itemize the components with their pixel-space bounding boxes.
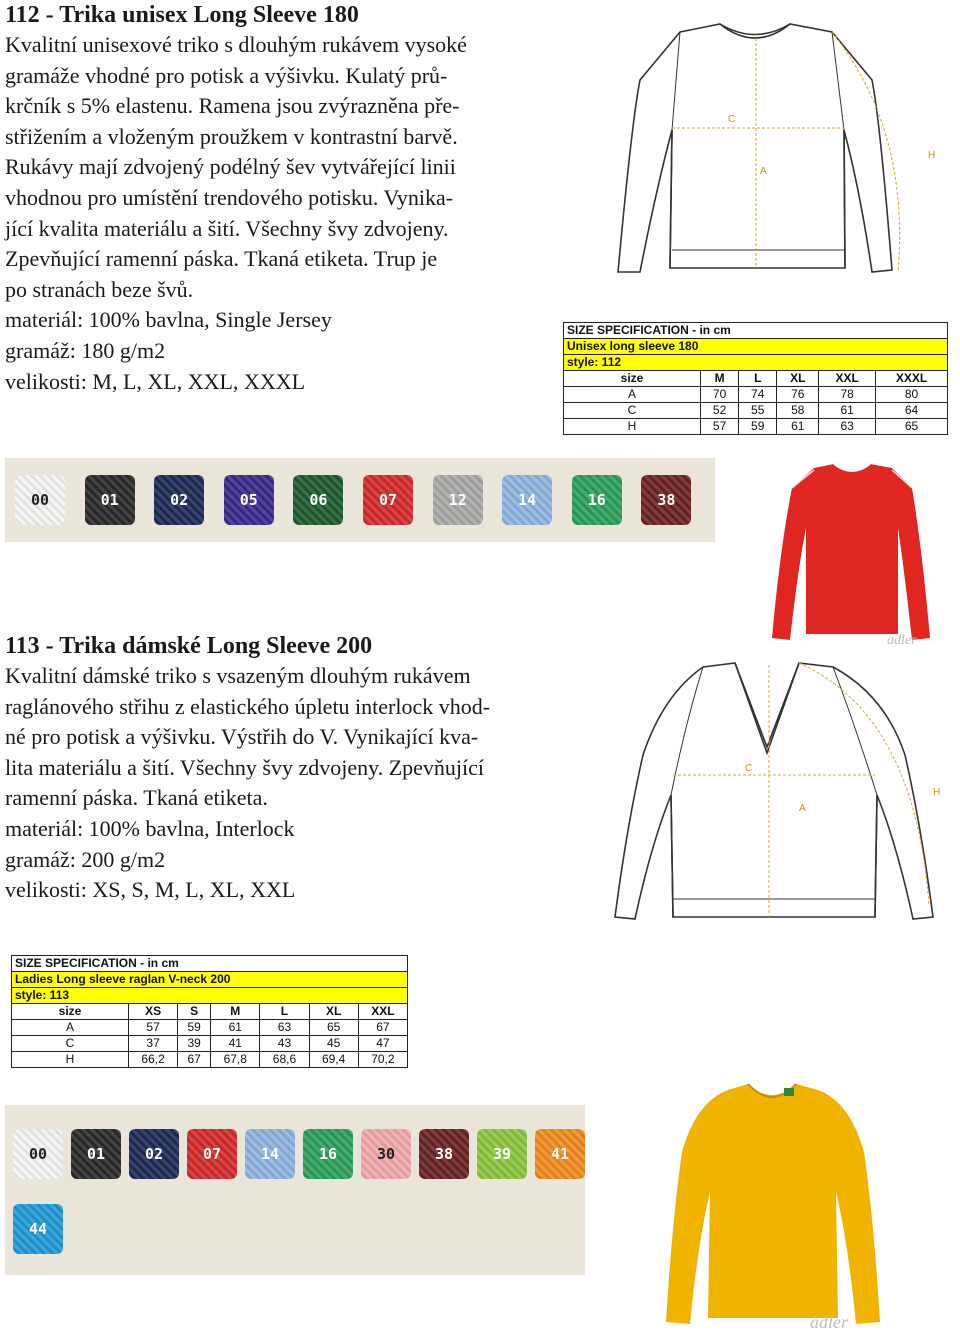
cell: 68,6 bbox=[260, 1052, 309, 1068]
cell: C bbox=[564, 403, 701, 419]
drawing-label-h: H bbox=[933, 787, 941, 798]
product-113-text bbox=[5, 631, 557, 906]
label-tag bbox=[784, 1088, 794, 1096]
header-cell: XXL bbox=[819, 371, 876, 387]
description-line: Kvalitní unisexové triko s dlouhým rukávem vysoké bbox=[5, 32, 467, 57]
cell: 61 bbox=[819, 403, 876, 419]
cell: 47 bbox=[358, 1036, 407, 1052]
cell: A bbox=[12, 1020, 129, 1036]
description-line: střižením a vloženým proužkem v kontrastní barvě. bbox=[5, 123, 458, 149]
description-line: vhodnou pro umístění trendového potisku. Vynika- bbox=[5, 184, 454, 210]
yellow-longsleeve-shirt-icon bbox=[650, 1072, 895, 1334]
cell: 64 bbox=[876, 403, 948, 419]
color-swatches-112 bbox=[5, 458, 715, 542]
table-row bbox=[564, 419, 948, 435]
sizes: velikosti: XS, S, M, L, XL, XXL bbox=[5, 877, 296, 903]
spec-table bbox=[11, 955, 408, 1068]
cell: 59 bbox=[739, 419, 777, 435]
color-swatches-113 bbox=[5, 1105, 585, 1275]
drawing-label-c: C bbox=[745, 763, 753, 774]
color-swatch-39 bbox=[477, 1129, 527, 1179]
size-spec-table-113 bbox=[11, 955, 408, 1068]
cell: 61 bbox=[211, 1020, 260, 1036]
product-title: 112 - Trika unisex Long Sleeve 180 bbox=[5, 2, 359, 28]
header-cell: XXXL bbox=[876, 371, 948, 387]
cell: 74 bbox=[739, 387, 777, 403]
swatch-code: 07 bbox=[202, 1145, 222, 1163]
cell: 41 bbox=[211, 1036, 260, 1052]
cell: 57 bbox=[129, 1020, 178, 1036]
header-cell: size bbox=[564, 371, 701, 387]
spec-header-row bbox=[12, 1004, 408, 1020]
header-cell: XL bbox=[777, 371, 819, 387]
swatch-code: 01 bbox=[100, 491, 119, 509]
header-cell: XS bbox=[129, 1004, 178, 1020]
color-swatch-02 bbox=[154, 475, 204, 525]
color-swatch-01 bbox=[85, 475, 135, 525]
table-row bbox=[12, 1020, 408, 1036]
size-spec-table-112 bbox=[563, 322, 948, 435]
tshirt-outline-icon bbox=[560, 10, 950, 285]
weight: gramáž: 180 g/m2 bbox=[5, 337, 166, 363]
swatch-code: 01 bbox=[86, 1145, 106, 1163]
table-row bbox=[12, 1036, 408, 1052]
cell: 57 bbox=[701, 419, 739, 435]
header-cell: M bbox=[211, 1004, 260, 1020]
description-line: né pro potisk a výšivku. Výstřih do V. Vynikající kva- bbox=[5, 724, 479, 750]
header-cell: L bbox=[260, 1004, 309, 1020]
cell: 80 bbox=[876, 387, 948, 403]
color-swatch-02 bbox=[129, 1129, 179, 1179]
swatch-code: 07 bbox=[378, 491, 398, 509]
description-line: Rukávy mají zdvojený podélný šev vytvářející linii bbox=[5, 154, 456, 180]
swatch-code: 38 bbox=[657, 491, 676, 509]
cell: 59 bbox=[178, 1020, 211, 1036]
product-description bbox=[5, 661, 557, 814]
red-longsleeve-shirt-icon bbox=[752, 458, 952, 648]
product-photo-113 bbox=[650, 1072, 895, 1334]
swatch-code: 14 bbox=[260, 1145, 280, 1163]
color-swatch-16 bbox=[572, 475, 622, 525]
swatch-code: 16 bbox=[318, 1145, 338, 1163]
vneck-raglan-outline-icon bbox=[585, 655, 955, 935]
spec-style: style: 113 bbox=[12, 988, 408, 1004]
header-cell: L bbox=[739, 371, 777, 387]
product-title: 113 - Trika dámské Long Sleeve 200 bbox=[5, 633, 373, 659]
description-line: jící kvalita materiálu a šití. Všechny švy zdvojeny. bbox=[5, 215, 449, 241]
description-line: ramenní páska. Tkaná etiketa. bbox=[5, 785, 268, 811]
cell: 52 bbox=[701, 403, 739, 419]
drawing-label-h: H bbox=[928, 150, 936, 161]
swatch-code: 00 bbox=[28, 1145, 48, 1163]
cell: 39 bbox=[178, 1036, 211, 1052]
description-line: Zpevňující ramenní páska. Tkaná etiketa. Trup je bbox=[5, 246, 438, 272]
cell: 70,2 bbox=[358, 1052, 407, 1068]
cell: A bbox=[564, 387, 701, 403]
spec-model: Ladies Long sleeve raglan V-neck 200 bbox=[12, 972, 408, 988]
color-swatch-00 bbox=[15, 475, 65, 525]
description-line: gramáže vhodné pro potisk a výšivku. Kulatý prů- bbox=[5, 62, 448, 88]
cell: 78 bbox=[819, 387, 876, 403]
technical-drawing-112 bbox=[560, 10, 950, 285]
cell: 43 bbox=[260, 1036, 309, 1052]
cell: H bbox=[564, 419, 701, 435]
table-row bbox=[564, 387, 948, 403]
swatch-code: 14 bbox=[518, 491, 537, 509]
color-swatch-38 bbox=[419, 1129, 469, 1179]
drawing-label-c: C bbox=[728, 114, 736, 125]
description-line: po stranách beze švů. bbox=[5, 276, 194, 302]
color-swatch-16 bbox=[303, 1129, 353, 1179]
color-swatch-41 bbox=[535, 1129, 585, 1179]
spec-style: style: 112 bbox=[564, 355, 948, 371]
color-swatch-00 bbox=[13, 1129, 63, 1179]
color-swatch-07 bbox=[363, 475, 413, 525]
description-line: raglánového střihu z elastického úpletu interlock vhod- bbox=[5, 693, 491, 719]
color-swatch-01 bbox=[71, 1129, 121, 1179]
cell: C bbox=[12, 1036, 129, 1052]
cell: 63 bbox=[260, 1020, 309, 1036]
swatch-code: 05 bbox=[239, 491, 258, 509]
swatch-code: 06 bbox=[309, 491, 328, 509]
color-swatch-44 bbox=[13, 1204, 63, 1254]
color-swatch-14 bbox=[502, 475, 552, 525]
color-swatch-14 bbox=[245, 1129, 295, 1179]
header-cell: M bbox=[701, 371, 739, 387]
description-line: krčník s 5% elastenu. Ramena jsou zvýrazněna pře- bbox=[5, 93, 460, 119]
product-photo-112 bbox=[752, 458, 952, 648]
description-line: Kvalitní dámské triko s vsazeným dlouhým rukávem bbox=[5, 663, 471, 688]
color-swatch-12 bbox=[433, 475, 483, 525]
technical-drawing-113 bbox=[585, 655, 955, 935]
color-swatch-05 bbox=[224, 475, 274, 525]
color-swatch-38 bbox=[641, 475, 691, 525]
weight: gramáž: 200 g/m2 bbox=[5, 846, 166, 872]
cell: 67 bbox=[358, 1020, 407, 1036]
cell: 58 bbox=[777, 403, 819, 419]
swatch-code: 02 bbox=[144, 1145, 164, 1163]
description-line: lita materiálu a šití. Všechny švy zdvojeny. Zpevňující bbox=[5, 754, 484, 780]
swatch-code: 12 bbox=[448, 491, 467, 509]
spec-model: Unisex long sleeve 180 bbox=[564, 339, 948, 355]
swatch-code: 39 bbox=[492, 1145, 512, 1163]
spec-header-row bbox=[564, 371, 948, 387]
swatch-code: 38 bbox=[434, 1145, 454, 1163]
spec-title: SIZE SPECIFICATION - in cm bbox=[564, 323, 948, 339]
table-row bbox=[12, 1052, 408, 1068]
cell: 69,4 bbox=[309, 1052, 358, 1068]
swatch-code: 44 bbox=[28, 1220, 48, 1238]
swatch-code: 00 bbox=[30, 491, 50, 509]
cell: 70 bbox=[701, 387, 739, 403]
cell: 65 bbox=[876, 419, 948, 435]
color-swatch-30 bbox=[361, 1129, 411, 1179]
header-cell: size bbox=[12, 1004, 129, 1020]
table-row bbox=[564, 403, 948, 419]
header-cell: XXL bbox=[358, 1004, 407, 1020]
material: materiál: 100% bavlna, Interlock bbox=[5, 815, 295, 841]
cell: 45 bbox=[309, 1036, 358, 1052]
swatch-code: 41 bbox=[550, 1145, 570, 1163]
drawing-label-a: A bbox=[799, 803, 806, 814]
brand-watermark: adler bbox=[810, 1312, 848, 1332]
product-112-text bbox=[5, 0, 527, 397]
sizes: velikosti: M, L, XL, XXL, XXXL bbox=[5, 368, 306, 394]
cell: 63 bbox=[819, 419, 876, 435]
color-swatch-07 bbox=[187, 1129, 237, 1179]
cell: 67 bbox=[178, 1052, 211, 1068]
material: materiál: 100% bavlna, Single Jersey bbox=[5, 307, 332, 333]
header-cell: XL bbox=[309, 1004, 358, 1020]
cell: 66,2 bbox=[129, 1052, 178, 1068]
cell: 67,8 bbox=[211, 1052, 260, 1068]
swatch-code: 02 bbox=[170, 491, 189, 509]
cell: 37 bbox=[129, 1036, 178, 1052]
spec-title: SIZE SPECIFICATION - in cm bbox=[12, 956, 408, 972]
product-description bbox=[5, 30, 527, 305]
brand-watermark: adler bbox=[887, 633, 917, 648]
spec-table bbox=[563, 322, 948, 435]
cell: 65 bbox=[309, 1020, 358, 1036]
swatch-code: 16 bbox=[587, 491, 606, 509]
cell: 55 bbox=[739, 403, 777, 419]
cell: 61 bbox=[777, 419, 819, 435]
header-cell: S bbox=[178, 1004, 211, 1020]
swatch-code: 30 bbox=[376, 1145, 396, 1163]
cell: H bbox=[12, 1052, 129, 1068]
color-swatch-06 bbox=[293, 475, 343, 525]
drawing-label-a: A bbox=[760, 166, 767, 177]
cell: 76 bbox=[777, 387, 819, 403]
